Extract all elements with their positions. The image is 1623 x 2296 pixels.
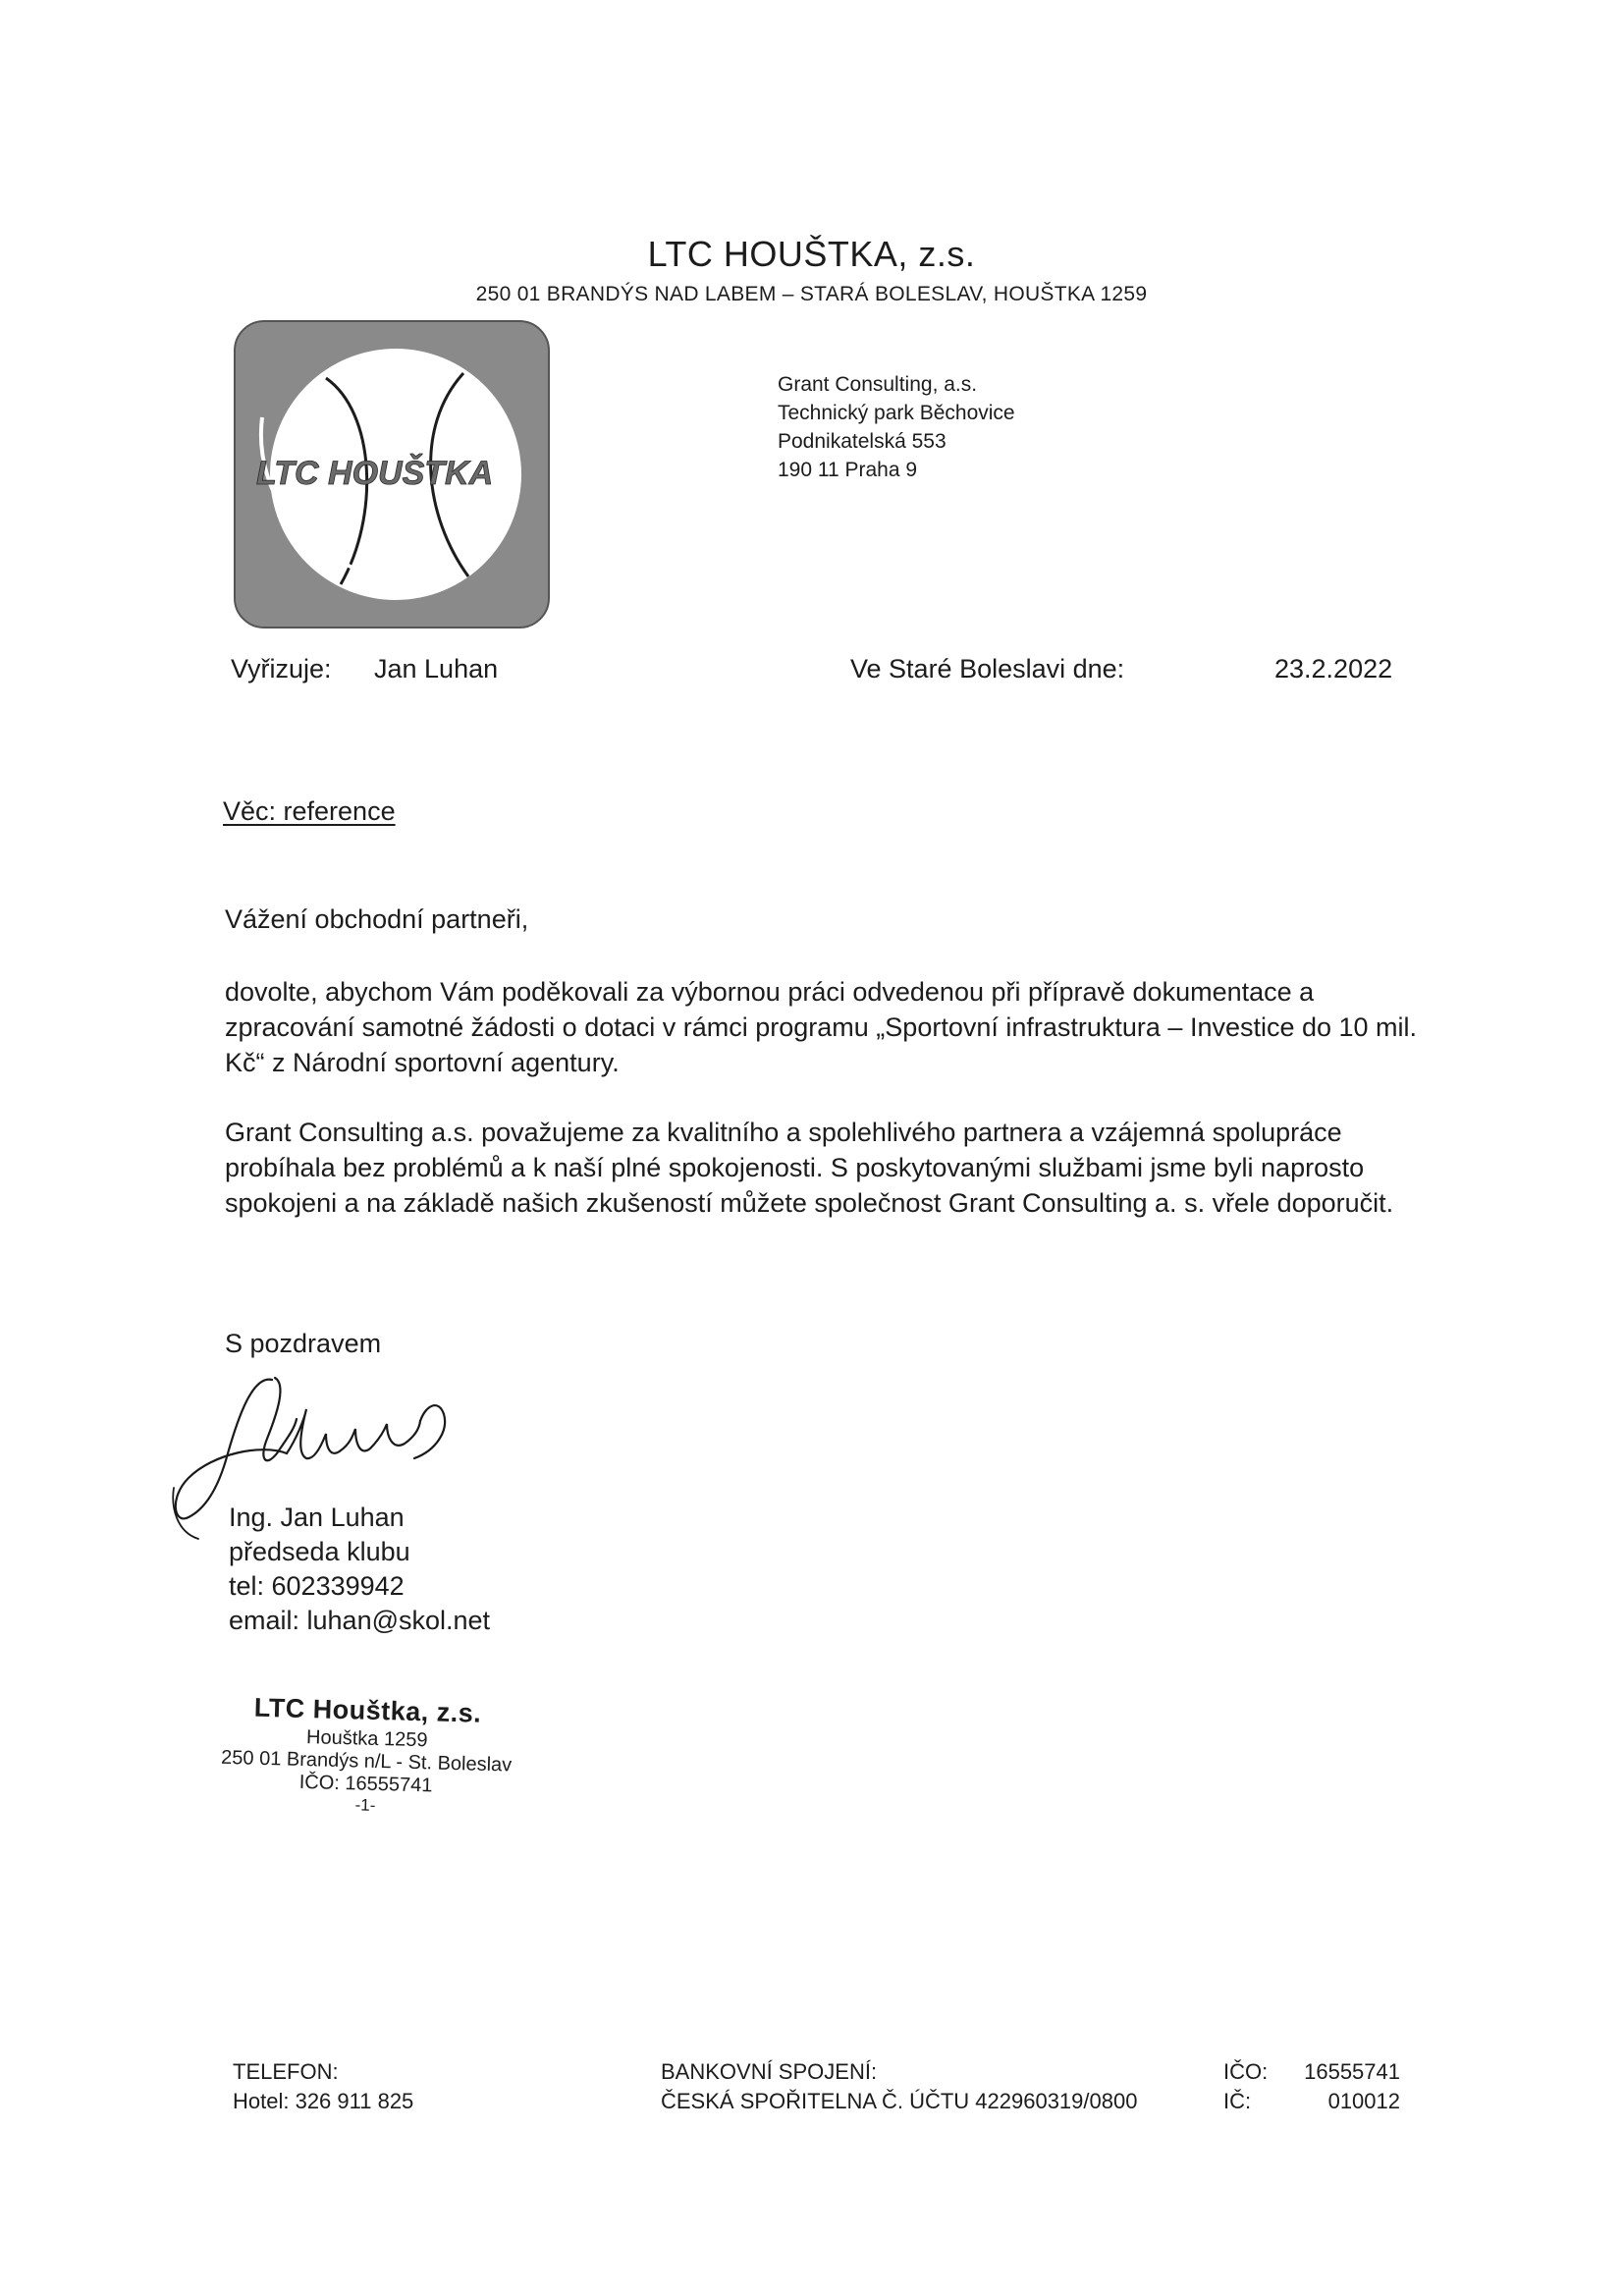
- handler-name: Jan Luhan: [374, 654, 499, 683]
- recipient-line: Technický park Běchovice: [778, 402, 1015, 424]
- footer-ic-label: IČ:: [1223, 2089, 1252, 2113]
- footer-ic-value: 010012: [1327, 2089, 1400, 2113]
- footer-bank: [661, 2057, 1137, 2116]
- body-paragraph-1: dovolte, abychom Vám poděkovali za výbornou práci odvedenou při přípravě dokumentace a zpracování samotné žádosti o dotaci v rámci programu „Sportovní infrastruktura – Investice do 10 mil. Kč“ z Národní sportovní agentury.: [225, 977, 1418, 1077]
- place-date-label: Ve Staré Boleslavi dne:: [850, 654, 1125, 683]
- signatory-role: předseda klubu: [229, 1537, 410, 1566]
- tennis-ball-logo-icon: [233, 319, 551, 629]
- footer-phone-label: TELEFON:: [233, 2059, 339, 2084]
- stamp-street: Houštka 1259: [305, 1726, 428, 1752]
- stamp-city: 250 01 Brandýs n/L - St. Boleslav: [220, 1746, 513, 1777]
- footer-ids: [1223, 2057, 1400, 2116]
- organization-address: 250 01 BRANDÝS NAD LABEM – STARÁ BOLESLAV, HOUŠTKA 1259: [475, 283, 1148, 305]
- letter-date: 23.2.2022: [1274, 654, 1393, 683]
- footer-bank-label: BANKOVNÍ SPOJENÍ:: [661, 2059, 878, 2084]
- subject-line: Věc: reference: [223, 796, 396, 826]
- closing: S pozdravem: [225, 1329, 382, 1358]
- footer-phone: [233, 2057, 413, 2116]
- recipient-line: 190 11 Praha 9: [778, 459, 918, 481]
- stamp-ico: IČO: 16555741: [298, 1771, 433, 1797]
- footer-bank-value: ČESKÁ SPOŘITELNA Č. ÚČTU 422960319/0800: [661, 2089, 1138, 2113]
- stamp-org-name: LTC Houštka, z.s.: [253, 1692, 482, 1728]
- recipient-address: [778, 370, 1015, 484]
- footer-phone-value: Hotel: 326 911 825: [233, 2089, 414, 2113]
- salutation: Vážení obchodní partneři,: [225, 904, 529, 934]
- signatory-block: [229, 1501, 490, 1638]
- recipient-line: Podnikatelská 553: [778, 430, 947, 453]
- organization-name: LTC HOUŠTKA, z.s.: [647, 234, 976, 274]
- signatory-name: Ing. Jan Luhan: [229, 1503, 405, 1532]
- footer-ico-value: 16555741: [1304, 2059, 1400, 2084]
- handler-label: Vyřizuje:: [231, 654, 332, 683]
- footer-ico-label: IČO:: [1223, 2059, 1269, 2084]
- club-logo: [233, 319, 551, 629]
- signatory-phone: tel: 602339942: [229, 1571, 405, 1601]
- logo-text: LTC HOUŠTKA: [256, 455, 494, 492]
- organization-stamp: [188, 1691, 545, 1847]
- signatory-email: email: luhan@skol.net: [229, 1606, 491, 1635]
- recipient-line: Grant Consulting, a.s.: [778, 373, 978, 396]
- stamp-number: -1-: [354, 1795, 376, 1815]
- body-paragraph-2: Grant Consulting a.s. považujeme za kvalitního a spolehlivého partnera a vzájemná spolupráce probíhala bez problémů a k naší plné spokojenosti. S poskytovanými službami jsme byli naprosto spokojeni a na základě našich zkušeností můžete společnost Grant Consulting a. s. vřele doporučit.: [225, 1118, 1394, 1218]
